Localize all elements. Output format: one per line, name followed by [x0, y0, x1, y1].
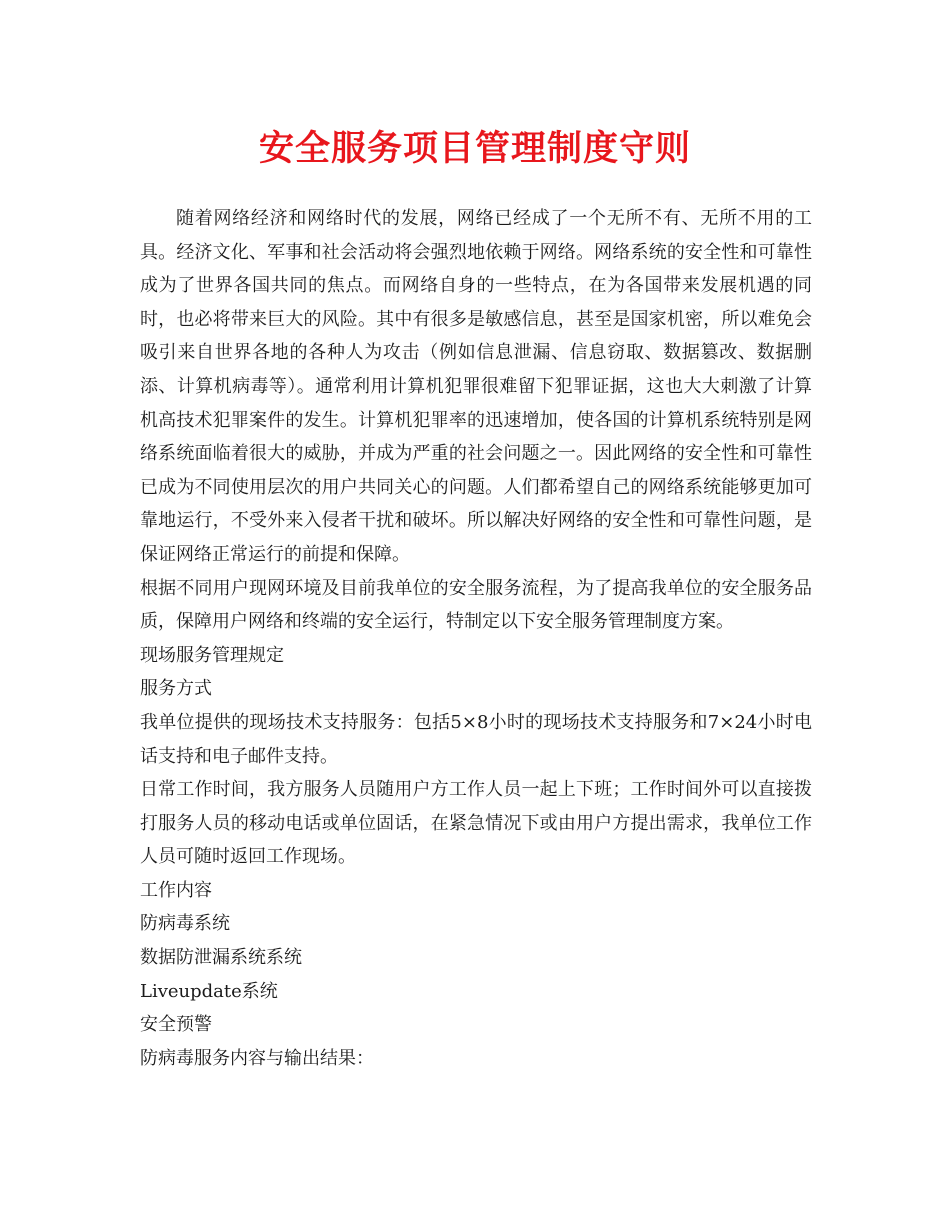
subsection-heading-work-content: 工作内容: [140, 879, 212, 901]
list-item-antivirus: 防病毒系统: [140, 913, 230, 935]
section-heading-onsite-service: 现场服务管理规定: [140, 644, 284, 666]
purpose-paragraph: 根据不同用户现网环境及目前我单位的安全服务流程，为了提高我单位的安全服务品质，保障用户网络和终端的安全运行，特制定以下安全服务管理制度方案。: [140, 577, 812, 633]
list-item-dlp: 数据防泄漏系统系统: [140, 947, 302, 969]
antivirus-service-heading: 防病毒服务内容与输出结果：: [140, 1047, 374, 1069]
service-mode-paragraph: 我单位提供的现场技术支持服务：包括5×8小时的现场技术支持服务和7×24小时电话支持和电子邮件支持。: [140, 711, 812, 767]
subsection-heading-service-mode: 服务方式: [140, 678, 212, 700]
list-item-liveupdate: Liveupdate系统: [140, 980, 278, 1002]
document-title: 安全服务项目管理制度守则: [258, 128, 691, 169]
intro-paragraph: 随着网络经济和网络时代的发展，网络已经成了一个无所不有、无所不用的工具。经济文化、军事和社会活动将会强烈地依赖于网络。网络系统的安全性和可靠性成为了世界各国共同的焦点。而网络自身的一些特点，在为各国带来发展机遇的同时，也必将带来巨大的风险。其中有很多是敏感信息，甚至是国家机密，所以难免会吸引来自世界各地的各种人为攻击（例如信息泄漏、信息窃取、数据篡改、数据删添、计算机病毒等）。通常利用计算机犯罪很难留下犯罪证据，这也大大刺激了计算机高技术犯罪案件的发生。计算机犯罪率的迅速增加，使各国的计算机系统特别是网络系统面临着很大的威胁，并成为严重的社会问题之一。因此网络的安全性和可靠性已成为不同使用层次的用户共同关心的问题。人们都希望自己的网络系统能够更加可靠地运行，不受外来入侵者干扰和破坏。所以解决好网络的安全性和可靠性问题，是保证网络正常运行的前提和保障。: [140, 208, 812, 565]
document-body: [140, 202, 812, 1075]
working-hours-paragraph: 日常工作时间，我方服务人员随用户方工作人员一起上下班；工作时间外可以直接拨打服务人员的移动电话或单位固话，在紧急情况下或由用户方提出需求，我单位工作人员可随时返回工作现场。: [140, 779, 812, 868]
list-item-security-alert: 安全预警: [140, 1014, 212, 1036]
